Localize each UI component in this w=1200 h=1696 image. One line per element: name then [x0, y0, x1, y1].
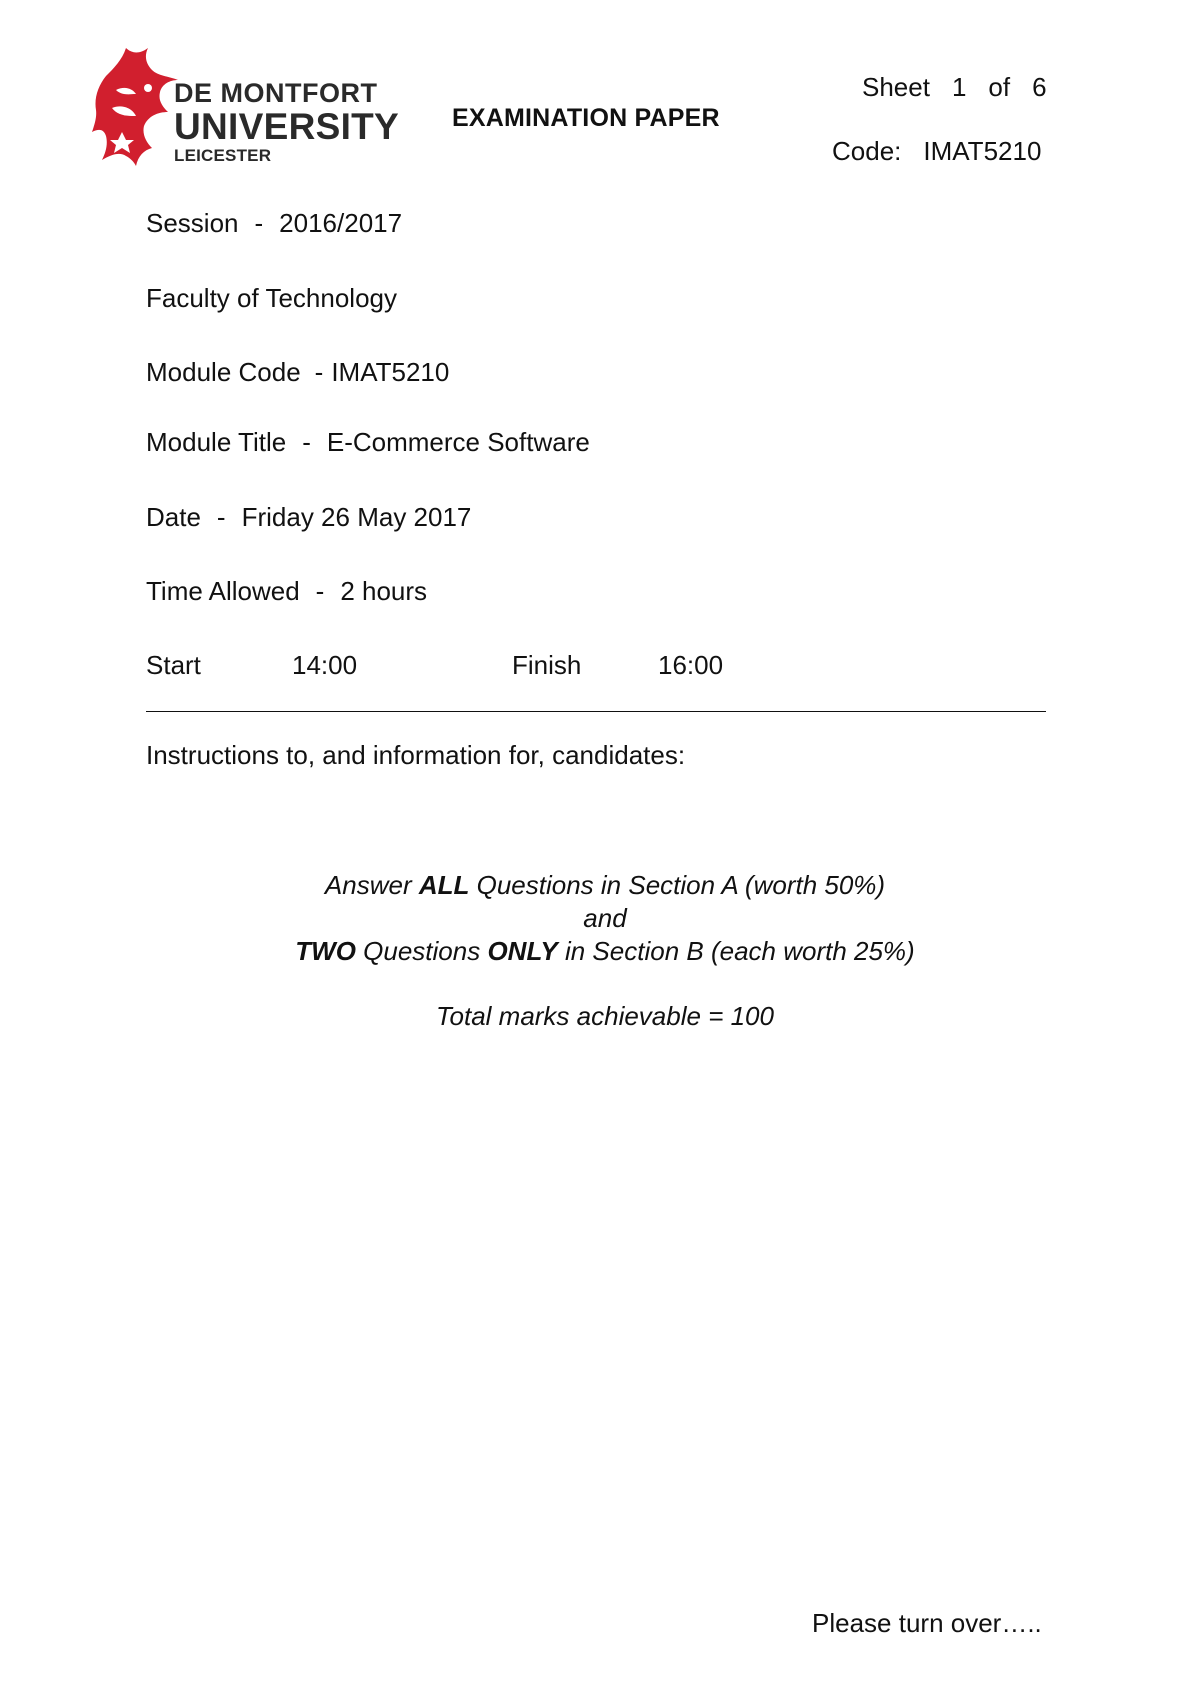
date-value: Friday 26 May 2017	[241, 502, 472, 532]
session-field	[146, 208, 402, 239]
separator: -	[315, 576, 325, 606]
separator: -	[254, 208, 264, 238]
module-title-value: E-Commerce Software	[326, 427, 590, 457]
faculty-field	[146, 283, 397, 314]
instruction-line-section-a	[0, 870, 1200, 901]
instruction-line-section-b	[0, 936, 1200, 967]
code-label: Code:	[832, 136, 902, 166]
start-finish-row	[0, 650, 1200, 684]
instruction-text: and	[583, 903, 627, 933]
instruction-emphasis: ONLY	[487, 936, 558, 966]
instructions-heading: Instructions to, and information for, candidates:	[146, 740, 686, 770]
module-code-label: Module Code	[146, 357, 301, 387]
separator: -	[216, 502, 226, 532]
finish-value: 16:00	[658, 650, 724, 680]
total-marks-text: Total marks achievable = 100	[436, 1001, 774, 1031]
date-field	[146, 502, 471, 533]
turn-over-note: Please turn over…..	[812, 1608, 1042, 1638]
instruction-text: in Section B (each worth 25%)	[557, 936, 915, 966]
module-code-value: IMAT5210	[331, 357, 450, 387]
module-title-label: Module Title	[146, 427, 287, 457]
instruction-text: Questions in Section A (worth 50%)	[469, 870, 886, 900]
session-value: 2016/2017	[279, 208, 403, 238]
sheet-label: Sheet	[862, 72, 930, 102]
university-logo	[92, 46, 400, 166]
instruction-text: Questions	[355, 936, 488, 966]
sheet-of-label: of	[988, 72, 1011, 102]
paper-code	[832, 136, 1041, 167]
instruction-emphasis: TWO	[295, 936, 356, 966]
code-value: IMAT5210	[923, 136, 1042, 166]
sheet-counter	[862, 72, 1047, 103]
time-allowed-value: 2 hours	[340, 576, 428, 606]
instruction-emphasis: ALL	[418, 870, 470, 900]
logo-wordmark	[174, 80, 399, 164]
module-code-field	[146, 357, 449, 388]
faculty-value: Faculty of Technology	[146, 283, 397, 313]
sheet-total: 6	[1032, 72, 1047, 102]
total-marks	[0, 1001, 1200, 1032]
logo-line-de-montfort: DE MONTFORT	[174, 78, 378, 108]
instruction-line-and	[0, 903, 1200, 934]
lion-crest-icon	[92, 46, 178, 166]
separator: -	[314, 357, 324, 387]
time-allowed-field	[146, 576, 427, 607]
date-label: Date	[146, 502, 201, 532]
sheet-number: 1	[951, 72, 967, 102]
start-label: Start	[146, 650, 201, 680]
start-value: 14:00	[292, 650, 358, 680]
divider	[146, 711, 1046, 712]
logo-line-university: UNIVERSITY	[174, 106, 400, 147]
separator: -	[302, 427, 311, 457]
finish-label: Finish	[512, 650, 582, 680]
page-title: EXAMINATION PAPER	[452, 104, 720, 132]
session-label: Session	[146, 208, 239, 238]
logo-line-leicester: LEICESTER	[174, 146, 272, 165]
time-allowed-label: Time Allowed	[146, 576, 300, 606]
instruction-text: Answer	[324, 870, 419, 900]
module-title-field	[146, 427, 590, 458]
